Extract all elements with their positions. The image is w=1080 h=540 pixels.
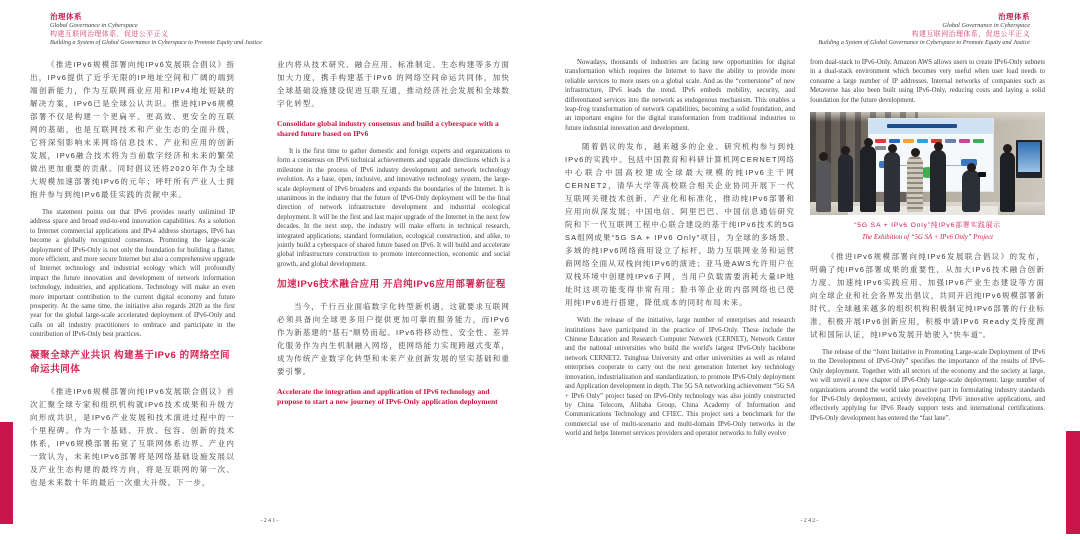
paragraph-cn: 《推进IPv6规模部署向纯IPv6发展联合倡议》指出，IPv6提供了近乎无限的IP地址空间和广阔的端到端创新能力，作为互联网商业应用和IPv4地址短缺的解决方案，IPv6已是全球公认共识。推进纯IPv6规模部署不仅是构建一个更扁平、更高效、更安全的互联网的基础，也是互联网技术和产业生态的全面升级，它将深刻影响未来网络信息技术、产业和应用的创新发展，IPv6融合技术将为当前数字经济和未来的繁荣做出更加重要的贡献。同时倡议还将2020年作为全球大规模加速部署纯IPv6的元年；呼吁所有产业人士拥抱并参与到纯IPv6最佳实践的贡献中来。	[30, 60, 235, 199]
person-silhouette	[884, 152, 900, 212]
left-page-column-1	[30, 58, 235, 514]
exhibition-photo	[810, 112, 1045, 215]
paragraph-cn: 当今，千行百业面临数字化转型新机遇，这就要求互联网必须具备向全球更多用户提供更加可靠的服务能力，而IPv6作为新基建的“基石”顺势而起。IPv6将移动性、安全性、差异化服务作为内生机制融入网络，使网络能力实现跨越式变革，成为传统产业数字化转型和未来产业创新发展的坚实基础和重要引擎。	[277, 302, 510, 377]
page-number: -241-	[260, 517, 280, 524]
section-heading-en: Consolidate global industry consensus and build a cyberspace with a shared future based on IPv6	[277, 119, 499, 138]
person-silhouette	[1000, 152, 1015, 212]
paragraph-en-continued: from dual-stack to IPv6-Only. Amazon AWS allows users to create IPv6-Only subnets in a dual-stack environment which becomes very useful when user load needs to consume a large number of IP addresses. Internal networks of companies such as Metaverse has also been built using IPv6-Only, reducing costs and laying a solid foundation for the future development.	[810, 59, 1045, 104]
chapter-title-en: Building a System of Global Governance in Cyberspace to Promote Equity and Justice	[818, 40, 1030, 46]
section-tag-en: Global Governance in Cyberspace	[50, 22, 138, 29]
section-tag-en: Global Governance in Cyberspace	[942, 22, 1030, 29]
section-tag-cn: 治理体系	[998, 12, 1030, 21]
camera	[978, 172, 986, 177]
chapter-title-en: Building a System of Global Governance in Cyberspace to Promote Equity and Justice	[50, 40, 262, 46]
board-title-band	[869, 119, 993, 134]
chapter-title-cn: 构建互联网治理体系，促进公平正义	[911, 31, 1030, 38]
side-screen	[1016, 140, 1042, 178]
board-title-bar	[887, 124, 957, 128]
photo-caption-en: The Exhibition of “5G SA + IPv6 Only” Project	[861, 234, 994, 242]
page-header-left	[50, 12, 262, 48]
right-page-column-1	[565, 58, 795, 514]
paragraph-en: With the release of the initiative, large number of enterprises and research institutions have participated in the practice of IPv6-Only. These include the Chinese Education and Research Computer Network (CERNET), Network Center and the national universities who build the world's largest IPv6-Only backbone network CERNET2. Tsinghua University and other universities as well as related enterprises cooperate to carry out the next generation Internet key technology innovation, industrialization and standardization, to promote IPv6-Only deployment and Application development in depth. The 5G SA networking achievement “5G SA + IPv6 Only” project based on IPv6-Only technology was also jointly constructed by China Telecom, Alibaba Group, China Academy of Information and Communications Technology and CFIEC. This project sets a benchmark for the commercial use of multi-scenario and multi-domain IPv6-Only networks in the world and helps Internet services providers and operator networks to fully evolve	[565, 317, 795, 438]
paragraph-cn: 《推进IPv6规模部署向纯IPv6发展联合倡议》首次汇聚全球专家和组织机构就IPv6技术成果和升级方向形成共识，是IPv6产业发展和技术演进过程中的一个里程碑。作为一个基础、开放、包容、创新的技术体系，IPv6规模部署拓宽了互联网体系边界。产业内一致认为，未来纯IPv6部署将是网络基础设施发展以及产业生态构建的最终方向，将是互联网的第一次、也是未来数十年的最后一次重大升级。下一步，	[30, 386, 235, 487]
edge-tab-left	[0, 422, 13, 524]
page-number: -242-	[800, 517, 820, 524]
section-heading-en: Accelerate the integration and application of IPv6 technology and propose to start a new journey of IPv6-Only application deployment	[277, 387, 498, 407]
section-tag-cn: 治理体系	[50, 12, 82, 21]
person-silhouette	[860, 146, 876, 212]
section-heading-cn: 凝聚全球产业共识 构建基于IPv6 的网络空间命运共同体	[30, 349, 231, 375]
paragraph-cn: 随着倡议的发布，越来越多的企业、研究机构参与到纯IPv6的实践中。包括中国教育和科研计算机网CERNET网络中心联合中国高校建成全球最大规模的纯IPv6主干网CERNET2，清华大学等高校联合相关企业协同开展下一代互联网关键技术创新、产业化和标准化，推动纯IPv6部署和应用向纵深发展；中国电信、阿里巴巴、中国信息通信研究院和下一代互联网工程中心联合建设的基于纯IPv6技术的5G SA组网成果“5G SA + IPv6 Only”项目，为全球的多场景、多域的纯IPv6网络商用设立了标杆，助力互联网业务和运营商网络全面从双栈向纯IPv6的演进；亚马逊AWS允许用户在双栈环境中创建纯IPv6子网，当用户负载需要消耗大量IP地址时这项功能变得非常有用；脸书等企业的内部网络也已使用纯IPv6进行搭建，降低成本的同时布局未来。	[565, 142, 795, 308]
person-silhouette	[930, 150, 946, 212]
chapter-title-cn: 构建互联网治理体系，促进公平正义	[50, 31, 169, 38]
person-silhouette	[838, 154, 853, 212]
edge-tab-right	[1066, 431, 1080, 534]
photo-caption-cn: “5G SA + IPv6 Only”纯IPv6部署实践展示	[854, 222, 1001, 230]
paragraph-en: The release of the “Joint Initiative in Promoting Large-scale Deployment of IPv6 to the Development of IPv6-Only” specifies the importance of the results of IPv6-Only deployment. Together with all sectors of the economy and the society at large, we will unveil a new chapter of IPv6-Only large-scale deployment. large number of organizations around the world take proactive part in formulating industry standards for IPv6-Only deployment, actively developing IPv6 innovative applications, and effectively applying for IPv6 Ready support tests and international certifications. IPv6-Only development has entered the “fast lane”.	[810, 349, 1045, 422]
paragraph-cn-continued: 业内将从技术研究、融合应用、标准制定、生态构建等多方面加大力度，携手构建基于IPv6 的网络空间命运共同体，加快全球基础设施建设促进互联互通，推动经济社会发展和全球数字化转型。	[277, 60, 510, 108]
page-header-right	[818, 12, 1030, 48]
person-silhouette	[816, 160, 831, 212]
person-silhouette	[907, 156, 923, 212]
paragraph-en: It is the first time to gather domestic and foreign experts and organizations to form a consensus on IPv6 technical achievements and upgrade directions which is a milestone in the process of IPv6 industry development and network technology evolution. As a base, open, inclusive, and innovative technology system, the large-scale deployment of IPv6 broadens and expands the boundaries of the Internet. It is unanimous in the industry that the future of IPv6-Only deployment will be the final direction of network infrastructure development and industrial ecological deployment. It will be the first and last major upgrade of the Internet in the next few decades. In the next step, the industry will make efforts in technical research, integrated applications, standard formulation, ecological construction, and alike, to jointly build a cyberspace of shared future based on IPv6. It will build and accelerate global infrastructure construction to promote interconnection, economic and social growth, and global development.	[277, 148, 510, 268]
left-page-column-2	[277, 58, 510, 514]
paragraph-cn: 《推进IPv6规模部署向纯IPv6发展联合倡议》的发布，明确了纯IPv6部署成果的重要性，从加大IPv6技术融合创新力度、加速纯IPv6实践应用、加强IPv6产业生态建设等方面向全球企业和社会各界发出倡议，共同开启纯IPv6规模部署新时代。全球越来越多的组织机构积极制定纯IPv6部署的行业标准，积极开展IPv6创新应用，积极申请IPv6 Ready支持度测试和国际认证，纯IPv6发展开始驶入“快车道”。	[810, 252, 1045, 340]
right-page-column-2	[810, 58, 1045, 514]
paragraph-en: Nowadays, thousands of industries are facing new opportunities for digital transformation which requires the Internet to have the ability to provide more reliable services to more users on a global scale. And as the “cornerstone” of new infrastructure, IPv6 leads the trend. IPv6 embeds mobility, security, and differentiated services into the network as endogenous mechanism. This enables a leap-frog transformation of network capabilities, becoming a solid foundation, and an important engine for the digital transformation from traditional industries to future industrial innovation and development.	[565, 59, 795, 132]
section-heading-cn: 加速IPv6技术融合应用 开启纯IPv6应用部署新征程	[277, 279, 506, 291]
paragraph-en: The statement points out that IPv6 provides nearly unlimited IP address space and broad end-to-end innovation capabilities. As a solution to Internet commercial applications and IPv4 address shortages, IPv6 has become a globally recognized consensus. Promoting the large-scale deployment of IPv6-Only is not only the foundation for building a flatter, more efficient, and more secure Internet but also a comprehensive upgrade of Internet technology and industrial ecology which will profoundly impact the future innovation and development of network information technology, industries, and applications. Technology will make an even more important contribution to the current digital economy and future prosperity. At the same time, the initiative also regards 2020 as the first year for the global large-scale accelerated deployment of IPv6-Only and calls on all industry practitioners to embrace and participate in the contribution of IPv6-Only best practices.	[30, 209, 235, 339]
